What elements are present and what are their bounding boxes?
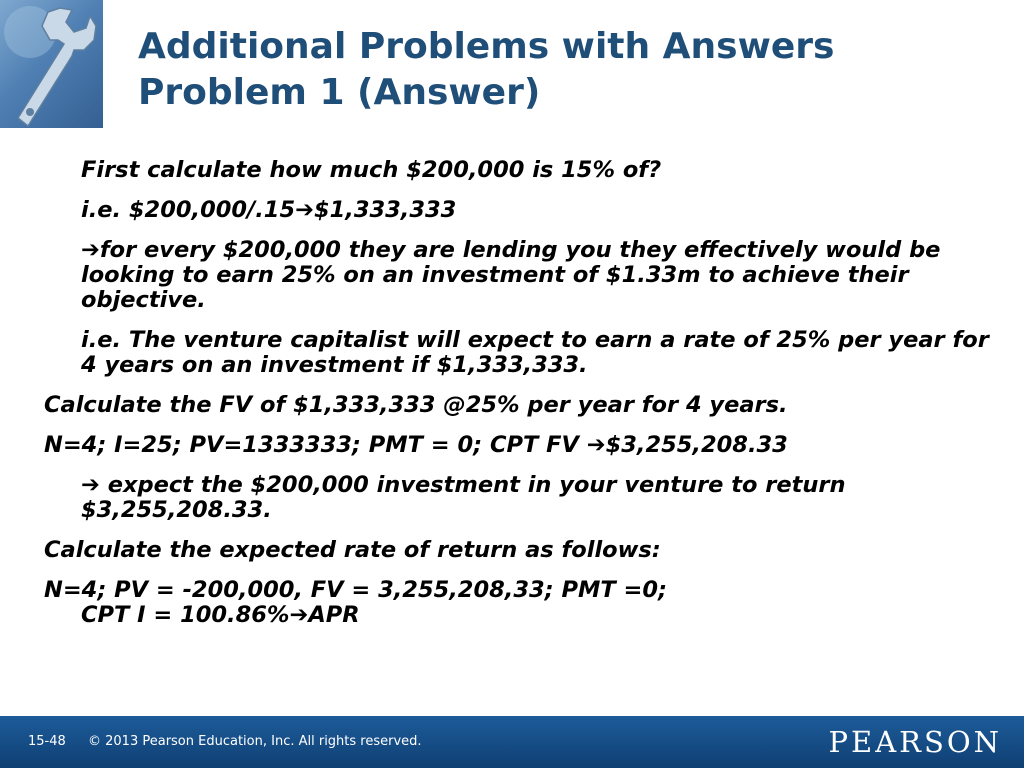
pearson-logo: PEARSON xyxy=(828,725,1002,759)
title-line-1: Additional Problems with Answers xyxy=(138,26,835,67)
paragraph-9-text-c: APR xyxy=(308,602,360,628)
footer-bar xyxy=(0,716,1024,768)
wrench-graphic xyxy=(0,0,103,128)
paragraph-2-text-a: i.e. $200,000/.15 xyxy=(81,197,296,223)
paragraph-7-text: expect the $200,000 investment in your venture to return $3,255,208.33. xyxy=(81,472,846,523)
paragraph-4: i.e. The venture capitalist will expect to earn a rate of 25% per year for 4 years on an investment if $1,333,333. xyxy=(81,327,989,378)
slide-title xyxy=(138,24,998,116)
paragraph-2-text-b: $1,333,333 xyxy=(313,197,457,223)
arrow-right-icon: ➔ xyxy=(586,432,606,458)
arrow-right-icon: ➔ xyxy=(81,237,100,263)
slide-body xyxy=(44,158,994,643)
paragraph-9-text-a: N=4; PV = -200,000, FV = 3,255,208,33; PMT =0; xyxy=(44,577,668,603)
paragraph-6-text-a: N=4; I=25; PV=1333333; PMT = 0; CPT FV xyxy=(44,432,587,458)
paragraph-6 xyxy=(44,433,994,458)
paragraph-7 xyxy=(44,473,994,523)
paragraph-8: Calculate the expected rate of return as follows: xyxy=(44,537,661,563)
paragraph-2 xyxy=(44,198,994,223)
paragraph-9-text-b: CPT I = 100.86% xyxy=(81,602,290,628)
wrench-icon xyxy=(0,0,103,128)
paragraph-3 xyxy=(44,238,994,313)
paragraph-5: Calculate the FV of $1,333,333 @25% per year for 4 years. xyxy=(44,392,788,418)
paragraph-1: First calculate how much $200,000 is 15% of? xyxy=(81,157,662,183)
arrow-right-icon: ➔ xyxy=(295,197,314,223)
paragraph-3-text: for every $200,000 they are lending you they effectively would be looking to earn 25% on an investment of $1.33m to achieve their objective. xyxy=(81,237,941,313)
paragraph-9 xyxy=(44,578,994,628)
title-line-2: Problem 1 (Answer) xyxy=(138,72,541,113)
arrow-right-icon: ➔ xyxy=(81,472,100,498)
paragraph-6-text-b: $3,255,208.33 xyxy=(605,432,788,458)
page-number: 15-48 xyxy=(28,734,66,749)
arrow-right-icon: ➔ xyxy=(289,602,309,628)
copyright-notice: © 2013 Pearson Education, Inc. All rights reserved. xyxy=(88,734,422,749)
